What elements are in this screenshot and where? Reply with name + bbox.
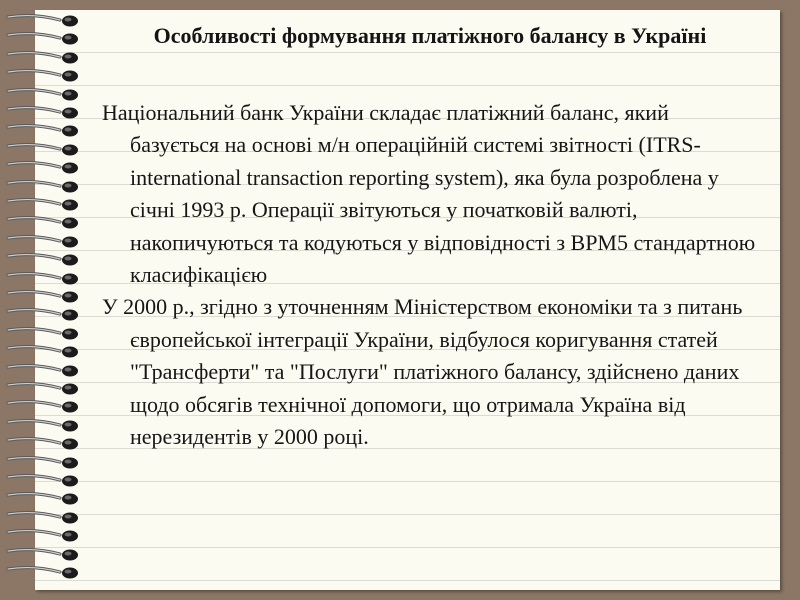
spiral-ring-icon <box>4 288 84 304</box>
spiral-ring-icon <box>4 490 84 506</box>
spiral-ring-icon <box>4 178 84 194</box>
spiral-ring-icon <box>4 196 84 212</box>
slide-body <box>102 97 762 453</box>
spiral-ring-icon <box>4 67 84 83</box>
spiral-ring-icon <box>4 435 84 451</box>
spiral-ring-icon <box>4 141 84 157</box>
paragraph-nbu-balance: Національний банк України складає платіжний баланс, який базується на основі м/н операційній системі звітності (ITRS-international transaction reporting system), яка була розроблена у січні 1993 р. Операції звітуються у початковій валюті, накопичуються та кодуються у відповідності з ВРМ5 стандартною класифікацією <box>102 100 756 288</box>
spiral-ring-icon <box>4 12 84 28</box>
spiral-ring-icon <box>4 546 84 562</box>
spiral-ring-icon <box>4 49 84 65</box>
spiral-ring-icon <box>4 362 84 378</box>
spiral-ring-icon <box>4 214 84 230</box>
spiral-ring-icon <box>4 86 84 102</box>
spiral-ring-icon <box>4 472 84 488</box>
spiral-ring-icon <box>4 122 84 138</box>
spiral-ring-icon <box>4 233 84 249</box>
spiral-ring-icon <box>4 398 84 414</box>
spiral-ring-icon <box>4 159 84 175</box>
spiral-ring-icon <box>4 343 84 359</box>
spiral-binding-icon <box>0 12 90 587</box>
spiral-ring-icon <box>4 251 84 267</box>
spiral-ring-icon <box>4 564 84 580</box>
spiral-ring-icon <box>4 30 84 46</box>
spiral-ring-icon <box>4 270 84 286</box>
paragraph-2000-adjustment: У 2000 р., згідно з уточненням Міністерством економіки та з питань європейської інтеграції України, відбулося коригування статей "Трансферти" та "Послуги" платіжного балансу, здійснено даних щодо обсягів технічної допомоги, що отримала Україна від нерезидентів у 2000 році. <box>102 294 743 450</box>
spiral-ring-icon <box>4 454 84 470</box>
spiral-ring-icon <box>4 104 84 120</box>
spiral-ring-icon <box>4 306 84 322</box>
spiral-ring-icon <box>4 380 84 396</box>
spiral-ring-icon <box>4 417 84 433</box>
spiral-ring-icon <box>4 509 84 525</box>
slide-title: Особливості формування платіжного балансу в Україні <box>153 23 707 48</box>
spiral-ring-icon <box>4 325 84 341</box>
spiral-ring-icon <box>4 527 84 543</box>
